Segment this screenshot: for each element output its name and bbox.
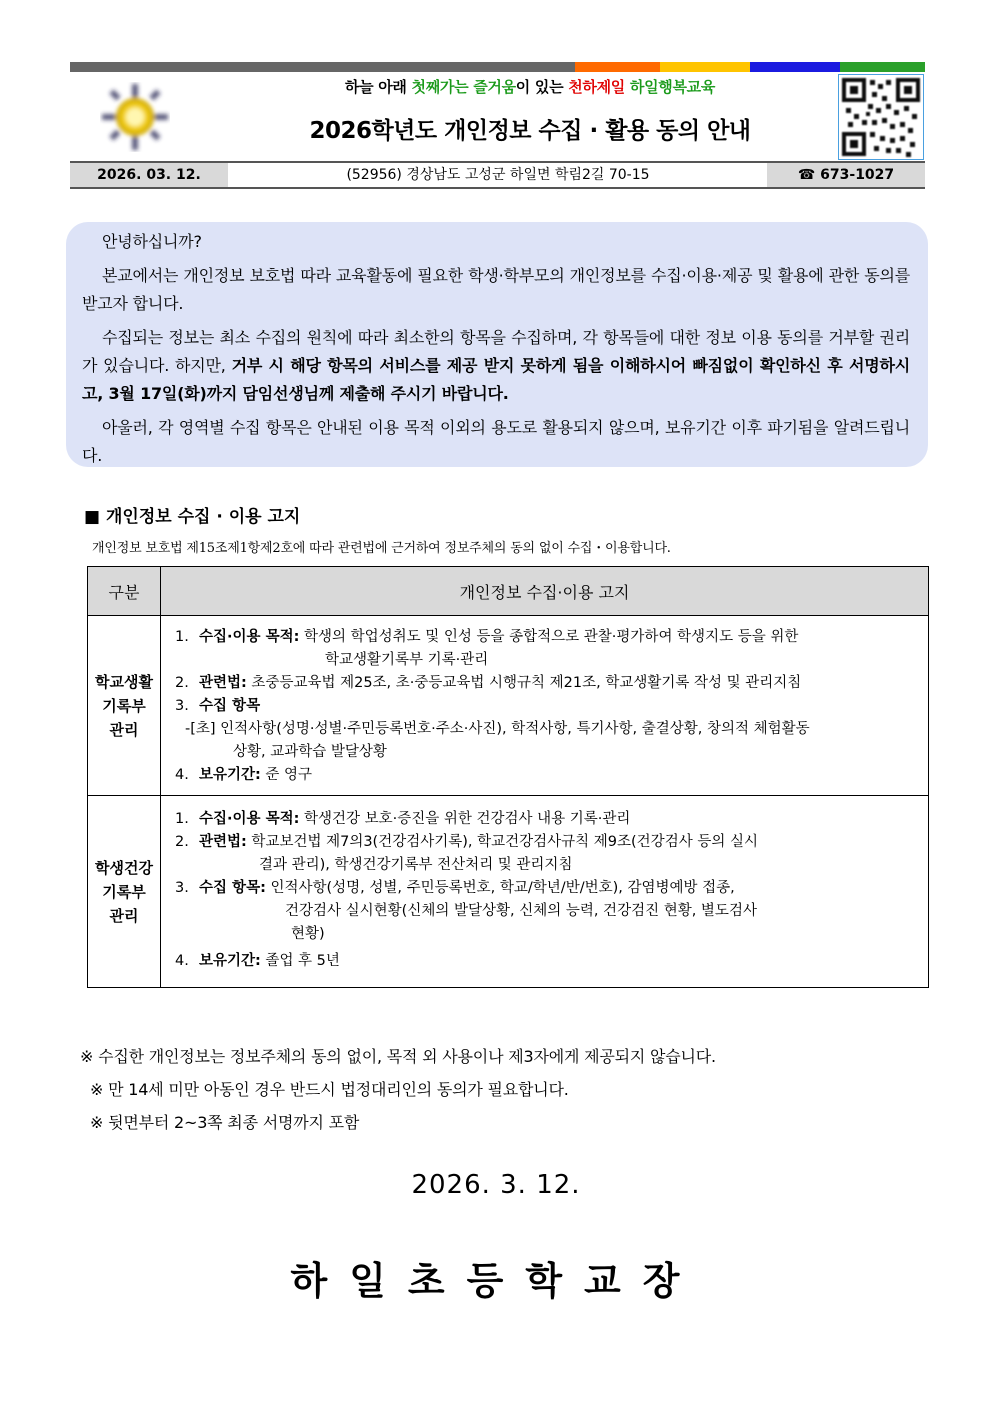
list-item — [175, 764, 916, 787]
item-label: 수집·이용 목적: — [199, 811, 300, 827]
item-text: 학생건강 보호·증진을 위한 건강검사 내용 기록·관리 — [299, 811, 631, 827]
item-text: 준 영구 — [260, 767, 313, 783]
item-text: 졸업 후 5년 — [260, 953, 340, 969]
table-row-content — [161, 616, 929, 796]
slogan-part-4: 천하제일 — [568, 78, 625, 96]
qr-code-icon — [838, 74, 924, 160]
table-header-category: 구분 — [88, 567, 161, 616]
item-number: 4. — [175, 767, 189, 783]
header-color-bar — [70, 62, 925, 72]
item-text: -[초] 인적사항(성명·성별·주민등록번호·주소·사진), 학적사항, 특기사항, 출결상황, 창의적 체험활동 — [185, 721, 810, 737]
section-title: ■ 개인정보 수집 · 이용 고지 — [84, 507, 301, 527]
item-number: 2. — [175, 675, 189, 691]
category-line: 학교생활 — [95, 672, 153, 691]
item-text-continued: 결과 관리), 학생건강기록부 전산처리 및 관리지침 — [259, 857, 573, 873]
item-label: 수집 항목 — [199, 698, 261, 714]
category-line: 관리 — [109, 906, 139, 925]
item-text-continued: 현황) — [291, 926, 325, 942]
list-item — [175, 672, 916, 695]
school-slogan — [230, 76, 830, 97]
color-bar-gray — [70, 62, 575, 72]
color-bar-orange — [575, 62, 660, 72]
item-number: 3. — [175, 880, 189, 896]
category-line: 관리 — [109, 720, 139, 739]
item-text-continued: 상황, 교과학습 발달상황 — [233, 744, 387, 760]
list-item — [175, 831, 916, 854]
intro-paragraph-2-bold: 거부 시 해당 항목의 서비스를 제공 받지 못하게 됨을 이해하시어 빠짐없이 확인하신 후 서명하시고, 3월 17일(화)까지 담임선생님께 제출해 주시기 바랍니다. — [82, 356, 910, 403]
item-text: 학생의 학업성취도 및 인성 등을 종합적으로 관찰·평가하여 학생지도 등을 위한 — [299, 629, 799, 645]
page-title: 2026학년도 개인정보 수집 · 활용 동의 안내 — [309, 118, 751, 144]
item-label: 관련법: — [199, 675, 247, 691]
color-bar-yellow — [660, 62, 750, 72]
list-item — [175, 695, 916, 718]
color-bar-green — [840, 62, 925, 72]
intro-paragraph-2 — [82, 324, 910, 408]
table-header-notice: 개인정보 수집·이용 고지 — [161, 567, 929, 616]
slogan-part-1: 하늘 아래 — [344, 78, 412, 96]
footnote-2: ※ 만 14세 미만 아동인 경우 반드시 법정대리인의 동의가 필요합니다. — [90, 1080, 569, 1099]
item-label: 보유기간: — [199, 953, 261, 969]
school-logo-icon — [100, 82, 170, 152]
item-number: 3. — [175, 698, 189, 714]
slogan-part-3: 이 있는 — [515, 78, 569, 96]
table-row-category — [88, 796, 161, 988]
signer-name: 하일초등학교장 — [290, 1259, 702, 1303]
table-row-category — [88, 616, 161, 796]
item-text: 학교보건법 제7의3(건강검사기록), 학교건강검사규칙 제9조(건강검사 등의 실시 — [246, 834, 758, 850]
school-phone: ☎ 673-1027 — [767, 163, 925, 187]
item-number: 2. — [175, 834, 189, 850]
color-bar-blue — [750, 62, 840, 72]
item-number: 1. — [175, 629, 189, 645]
item-text: 초중등교육법 제25조, 초·중등교육법 시행규칙 제21조, 학교생활기록 작성 및 관리지침 — [246, 675, 802, 691]
item-text-continued: 학교생활기록부 기록·관리 — [325, 652, 489, 668]
notice-table — [87, 566, 929, 988]
footnote-3: ※ 뒷면부터 2~3쪽 최종 서명까지 포함 — [90, 1113, 360, 1132]
list-item — [175, 950, 916, 973]
table-header-row — [88, 567, 929, 616]
intro-paragraph-2-normal: 수집되는 정보는 최소 수집의 원칙에 따라 최소한의 항목을 수집하며, 각 항목들에 대한 정보 이용 동의를 거부할 권리가 있습니다. 하지만, — [82, 328, 910, 375]
item-label: 보유기간: — [199, 767, 261, 783]
item-label: 관련법: — [199, 834, 247, 850]
document-date: 2026. 3. 12. — [411, 1170, 581, 1200]
footnote-1: ※ 수집한 개인정보는 정보주체의 동의 없이, 목적 외 사용이나 제3자에게 제공되지 않습니다. — [80, 1047, 716, 1066]
table-row — [88, 616, 929, 796]
item-text-continued: 건강검사 실시현황(신체의 발달상황, 신체의 능력, 건강검진 현황, 별도검사 — [285, 903, 757, 919]
category-line: 기록부 — [102, 882, 146, 901]
intro-paragraph-3: 아울러, 각 영역별 수집 항목은 안내된 이용 목적 이외의 용도로 활용되지 않으며, 보유기간 이후 파기됨을 알려드립니다. — [82, 418, 910, 465]
list-item — [175, 626, 916, 649]
info-bar — [70, 161, 925, 189]
item-number: 4. — [175, 953, 189, 969]
table-row-content — [161, 796, 929, 988]
item-label: 수집·이용 목적: — [199, 629, 300, 645]
slogan-part-5: 하일행복교육 — [624, 78, 716, 96]
slogan-part-2: 첫째가는 즐거움 — [411, 78, 516, 96]
issue-date: 2026. 03. 12. — [70, 163, 228, 187]
item-number: 1. — [175, 811, 189, 827]
category-line: 기록부 — [102, 696, 146, 715]
intro-paragraph-1: 본교에서는 개인정보 보호법 따라 교육활동에 필요한 학생·학부모의 개인정보를 수집·이용·제공 및 활용에 관한 동의를 받고자 합니다. — [82, 266, 910, 313]
list-item — [175, 877, 916, 900]
school-address: (52956) 경상남도 고성군 하일면 학림2길 70-15 — [346, 167, 650, 183]
intro-greeting: 안녕하십니까? — [102, 232, 202, 251]
list-item — [175, 808, 916, 831]
intro-box — [66, 222, 928, 467]
table-row — [88, 796, 929, 988]
item-text: 인적사항(성명, 성별, 주민등록번호, 학교/학년/반/번호), 감염병예방 접종, — [265, 880, 735, 896]
item-label: 수집 항목: — [199, 880, 266, 896]
category-line: 학생건강 — [95, 858, 153, 877]
section-note: 개인정보 보호법 제15조제1항제2호에 따라 관련법에 근거하여 정보주체의 동의 없이 수집・이용합니다. — [92, 541, 671, 556]
